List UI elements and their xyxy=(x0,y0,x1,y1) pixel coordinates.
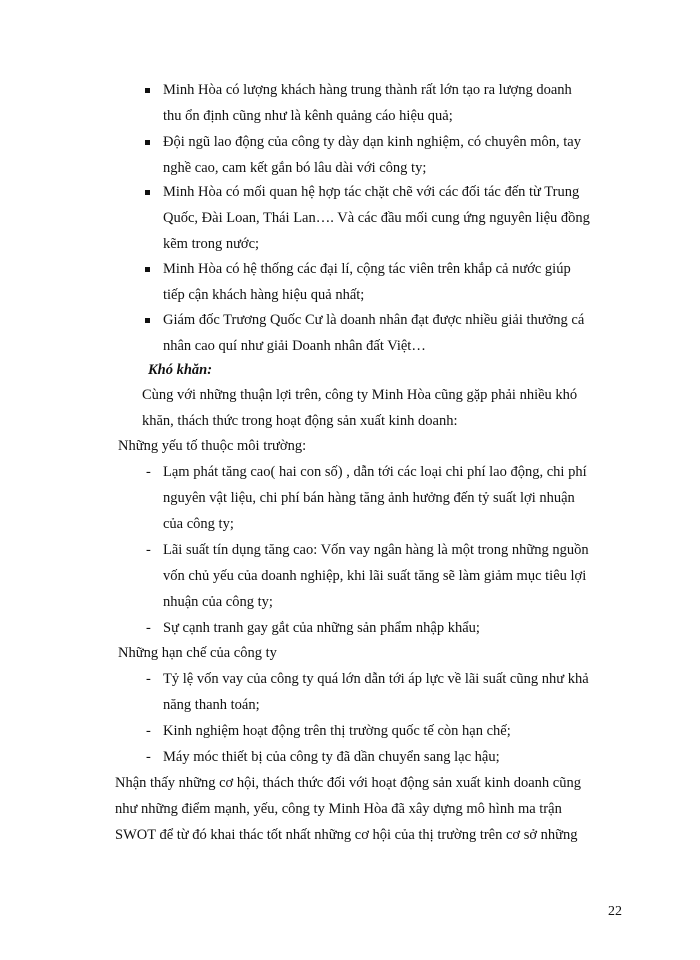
difficulties-heading: Khó khăn: xyxy=(148,362,213,378)
closing-line-2: như những điểm mạnh, yếu, công ty Minh Hòa đã xây dựng mô hình ma trận xyxy=(115,801,562,817)
strength-1-line-2: thu ổn định cũng như là kênh quảng cáo hiệu quả; xyxy=(163,108,453,124)
env-1-line-1: Lạm phát tăng cao( hai con số) , dẫn tới các loại chi phí lao động, chi phí xyxy=(163,464,587,480)
closing-line-1: Nhận thấy những cơ hội, thách thức đối với hoạt động sản xuất kinh doanh cũng xyxy=(115,775,581,791)
strength-4-line-1: Minh Hòa có hệ thống các đại lí, cộng tác viên trên khắp cả nước giúp xyxy=(163,261,571,277)
square-bullet-icon xyxy=(145,318,150,323)
closing-line-3: SWOT để từ đó khai thác tốt nhất những cơ hội của thị trường trên cơ sở những xyxy=(115,827,578,843)
dash-bullet: - xyxy=(146,620,151,636)
square-bullet-icon xyxy=(145,88,150,93)
dash-bullet: - xyxy=(146,723,151,739)
strength-3-line-1: Minh Hòa có mối quan hệ hợp tác chặt chẽ với các đối tác đến từ Trung xyxy=(163,184,580,200)
square-bullet-icon xyxy=(145,190,150,195)
square-bullet-icon xyxy=(145,140,150,145)
dash-bullet: - xyxy=(146,464,151,480)
env-2-line-1: Lãi suất tín dụng tăng cao: Vốn vay ngân hàng là một trong những nguồn xyxy=(163,542,589,558)
dash-bullet: - xyxy=(146,749,151,765)
env-2-line-3: nhuận của công ty; xyxy=(163,594,273,610)
dash-bullet: - xyxy=(146,542,151,558)
limit-1-line-1: Tỷ lệ vốn vay của công ty quá lớn dẫn tới áp lực về lãi suất cũng như khả xyxy=(163,671,589,687)
strength-5-line-1: Giám đốc Trương Quốc Cư là doanh nhân đạt được nhiều giải thưởng cá xyxy=(163,312,585,328)
limit-3-line-1: Máy móc thiết bị của công ty đã dần chuyển sang lạc hậu; xyxy=(163,749,500,765)
page-number: 22 xyxy=(608,904,622,919)
limits-heading: Những hạn chế của công ty xyxy=(118,645,277,661)
intro-line-1: Cùng với những thuận lợi trên, công ty Minh Hòa cũng gặp phải nhiều khó xyxy=(142,387,578,403)
strength-4-line-2: tiếp cận khách hàng hiệu quả nhất; xyxy=(163,287,365,303)
strength-3-line-3: kẽm trong nước; xyxy=(163,236,260,252)
strength-2-line-1: Đội ngũ lao động của công ty dày dạn kinh nghiệm, có chuyên môn, tay xyxy=(163,134,581,150)
strength-5-line-2: nhân cao quí như giải Doanh nhân đất Việt… xyxy=(163,338,426,354)
env-1-line-3: của công ty; xyxy=(163,516,234,532)
strength-3-line-2: Quốc, Đài Loan, Thái Lan…. Và các đầu mối cung ứng nguyên liệu đồng xyxy=(163,210,590,226)
limit-2-line-1: Kinh nghiệm hoạt động trên thị trường quốc tế còn hạn chế; xyxy=(163,723,511,739)
strength-2-line-2: nghề cao, cam kết gắn bó lâu dài với công ty; xyxy=(163,160,427,176)
dash-bullet: - xyxy=(146,671,151,687)
env-1-line-2: nguyên vật liệu, chi phí bán hàng tăng ảnh hưởng đến tỷ suất lợi nhuận xyxy=(163,490,575,506)
env-heading: Những yếu tố thuộc môi trường: xyxy=(118,438,307,454)
limit-1-line-2: năng thanh toán; xyxy=(163,697,260,713)
strength-1-line-1: Minh Hòa có lượng khách hàng trung thành rất lớn tạo ra lượng doanh xyxy=(163,82,572,98)
intro-line-2: khăn, thách thức trong hoạt động sản xuất kinh doanh: xyxy=(142,413,458,429)
square-bullet-icon xyxy=(145,267,150,272)
env-2-line-2: vốn chủ yếu của doanh nghiệp, khi lãi suất tăng sẽ làm giảm mục tiêu lợi xyxy=(163,568,587,584)
env-3-line-1: Sự cạnh tranh gay gắt của những sản phẩm nhập khẩu; xyxy=(163,620,480,636)
